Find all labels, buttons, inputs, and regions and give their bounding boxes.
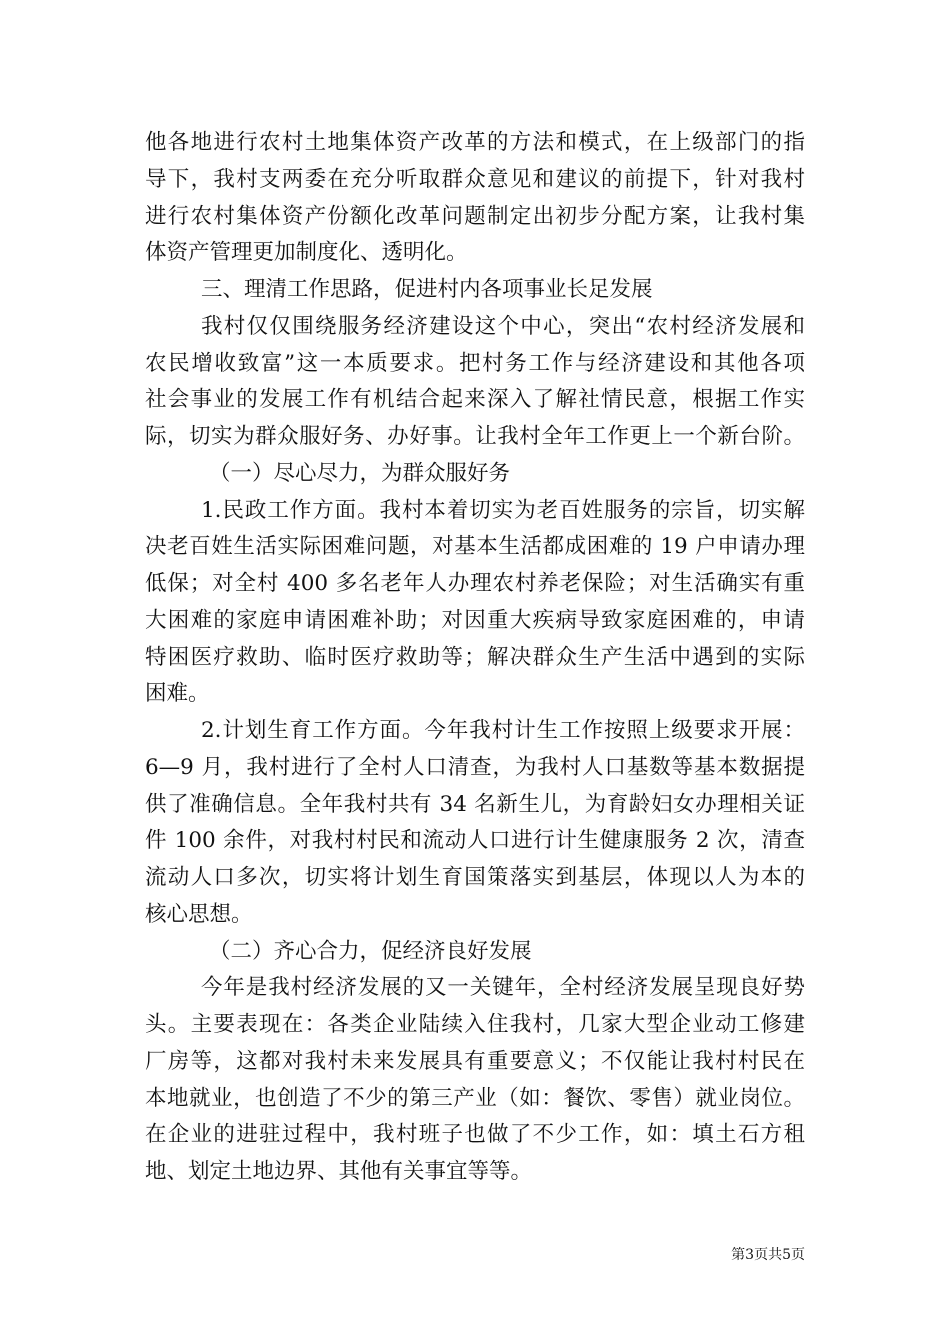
paragraph-line: 本地就业，也创造了不少的第三产业（如：餐饮、零售）就业岗位。 xyxy=(145,1085,805,1111)
paragraph-line: 他各地进行农村土地集体资产改革的方法和模式，在上级部门的指 xyxy=(145,130,805,155)
paragraph-line: 大困难的家庭申请困难补助；对因重大疾病导致家庭困难的，申请 xyxy=(145,607,805,633)
paragraph-line: 流动人口多次，切实将计划生育国策落实到基层，体现以人为本的 xyxy=(145,865,805,890)
paragraph-line: 头。主要表现在：各类企业陆续入住我村，几家大型企业动工修建 xyxy=(145,1012,805,1037)
paragraph-line: 6—9 月，我村进行了全村人口清查，为我村人口基数等基本数据提 xyxy=(145,754,805,780)
paragraph-line: 体资产管理更加制度化、透明化。 xyxy=(145,240,468,266)
paragraph-line: 社会事业的发展工作有机结合起来深入了解社情民意，根据工作实 xyxy=(145,387,805,413)
subsection-heading-1: （一）尽心尽力，为群众服好务 xyxy=(209,460,511,486)
subsection-heading-2: （二）齐心合力，促经济良好发展 xyxy=(209,938,532,964)
paragraph-line: 在企业的进驻过程中，我村班子也做了不少工作，如：填土石方租 xyxy=(145,1122,805,1148)
paragraph-line: 今年是我村经济发展的又一关键年，全村经济发展呈现良好势 xyxy=(201,975,805,1001)
paragraph-line: 导下，我村支两委在充分听取群众意见和建议的前提下，针对我村 xyxy=(145,166,805,192)
paragraph-line: 困难。 xyxy=(145,681,210,707)
paragraph-line: 特困医疗救助、临时医疗救助等；解决群众生产生活中遇到的实际 xyxy=(145,644,805,670)
paragraph-line: 际，切实为群众服好务、办好事。让我村全年工作更上一个新台阶。 xyxy=(145,424,805,449)
paragraph-line: 地、划定土地边界、其他有关事宜等等。 xyxy=(145,1159,533,1184)
paragraph-line: 供了准确信息。全年我村共有 34 名新生儿，为育龄妇女办理相关证 xyxy=(145,791,805,817)
paragraph-line: 我村仅仅围绕服务经济建设这个中心，突出“农村经济发展和 xyxy=(201,313,805,339)
paragraph-line: 1.民政工作方面。我村本着切实为老百姓服务的宗旨，切实解 xyxy=(201,497,805,523)
paragraph-line: 决老百姓生活实际困难问题，对基本生活都成困难的 19 户申请办理 xyxy=(145,534,805,560)
paragraph-line: 2.计划生育工作方面。今年我村计生工作按照上级要求开展： xyxy=(201,718,805,743)
paragraph-line: 农民增收致富”这一本质要求。把村务工作与经济建设和其他各项 xyxy=(145,350,805,376)
document-body xyxy=(145,125,805,1191)
section-heading-3: 三、理清工作思路，促进村内各项事业长足发展 xyxy=(201,277,653,302)
page-number: 第3页共5页 xyxy=(731,1247,805,1263)
paragraph-line: 核心思想。 xyxy=(145,901,253,927)
paragraph-line: 厂房等，这都对我村未来发展具有重要意义；不仅能让我村村民在 xyxy=(145,1048,805,1074)
paragraph-line: 低保；对全村 400 多名老年人办理农村养老保险；对生活确实有重 xyxy=(145,571,805,596)
paragraph-line: 件 100 余件，对我村村民和流动人口进行计生健康服务 2 次，清查 xyxy=(145,828,805,854)
paragraph-line: 进行农村集体资产份额化改革问题制定出初步分配方案，让我村集 xyxy=(145,203,805,229)
